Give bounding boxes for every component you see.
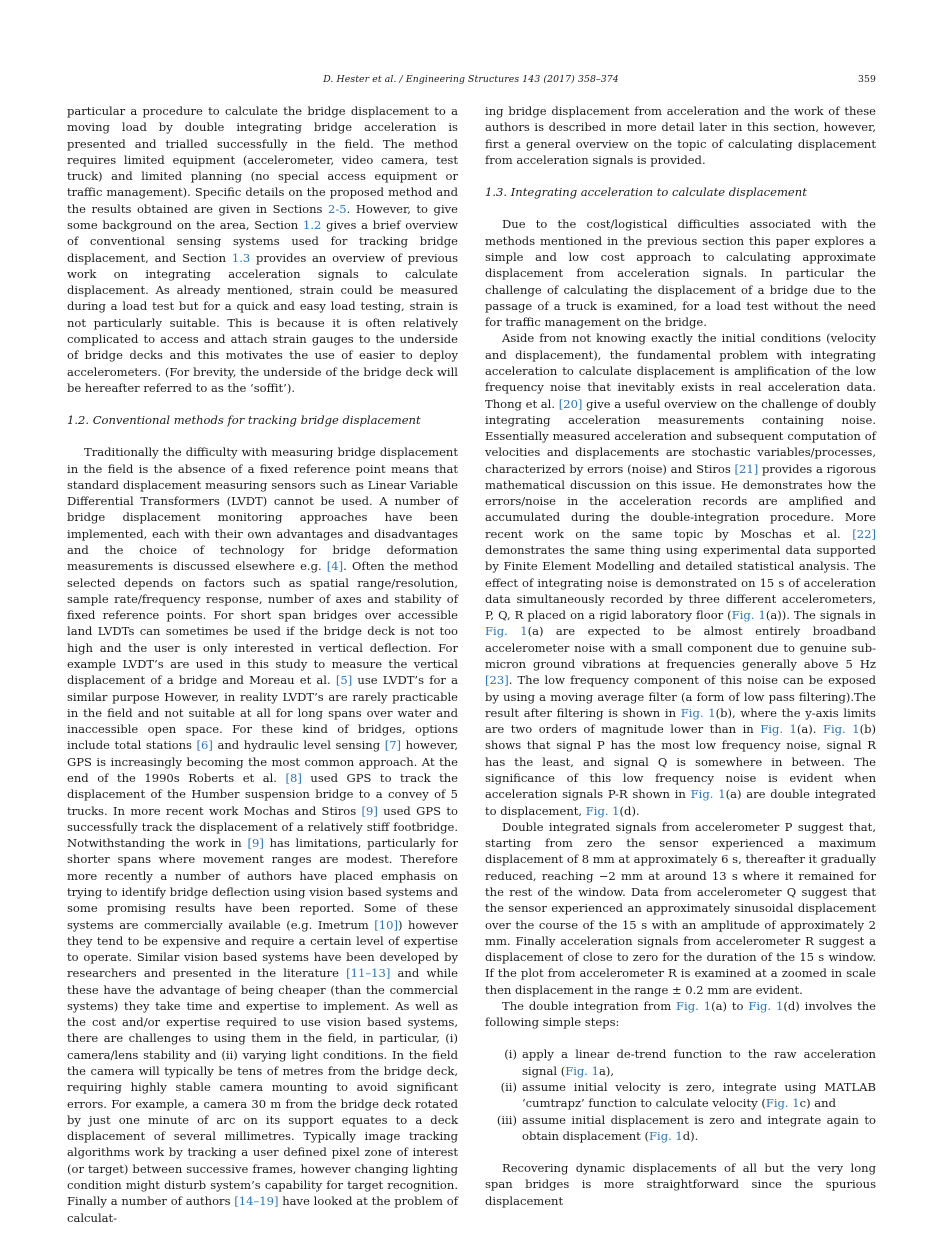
text-span: and while these have the advantage of being cheaper (than the commercial systems) they take time and expertise to implement. As well as the cost and/or expertise required to use vision based systems, there are challenges to using them in the field, in particular, (i) camera/lens stability and (ii) varying light conditions. In the field the camera will typically be tens of metres from the bridge deck, requiring highly stable camera mounting to avoid significant errors. For example, a camera 30 m from the bridge deck rotated by just one minute of arc on its support equates to a deck displacement of several millimetres. Typically image tracking algorithms work by tracking a user defined pixel zone of interest (or target) between successive frames, however changing lighting condition might disturb system’s capability for target recognition. Finally a number of authors [67,966,458,1209]
right-paragraph-5 [485,998,876,1031]
text-span: (a)). The signals in [765,608,876,623]
section-heading-1-3: 1.3. Integrating acceleration to calculate displacement [485,185,807,200]
text-span: Traditionally the difficulty with measuring bridge displacement in the field is the absence of a fixed reference point means that standard displacement measuring sensors such as Linear Variable Differential Transformers (LVDT) cannot be used. A number of bridge displacement monitoring approaches have been implemented, each with their own advantages and disadvantages and the choice of technology for bridge deformation measurements is discussed elsewhere e.g. [67,445,458,574]
figure-link[interactable]: Fig. 1 [676,998,712,1013]
text-span: gives a brief overview of conventional sensing systems used for tracking bridge displacement, and Section [67,217,459,265]
figure-link[interactable]: Fig. 1 [822,722,860,737]
text-span: . The low frequency component of this noise can be exposed by using a moving average filter (a form of low pass filtering).The result after filtering is shown in [485,673,876,720]
text-span: and hydraulic level sensing [212,738,385,753]
citation-link[interactable]: [4] [326,559,344,574]
figure-link[interactable]: Fig. 1 [731,608,766,623]
figure-link[interactable]: Fig. 1 [690,787,726,802]
text-span: ) however they tend to be expensive and require a certain level of expertise to operate. Similar vision based systems have been developed by researchers and presented in the literature [67,917,458,981]
citation-link[interactable]: [11–13] [346,966,391,981]
text-span: assume initial velocity is zero, integrate using MATLAB ‘cumtrapz’ function to calculate velocity ( [522,1080,876,1111]
citation-link[interactable]: [7] [384,738,402,753]
right-paragraph-1: ing bridge displacement from acceleration and the work of these authors is described in more detail later in this section, however, first a general overview on the topic of calculating displacement from acceleration signals is provided. [485,104,876,167]
citation-link[interactable]: [5] [335,673,353,688]
text-span: (b) shows that signal P has the most low frequency noise, signal R has the least, and signal Q is somewhere in between. The significance of this low frequency noise is evident when acceleration signals P-R shown in [485,722,876,802]
section-link[interactable]: 1.2 [302,217,322,232]
text-span: has limitations, particularly for shorter spans where movement ranges are modest. Therefore more recently a number of authors have placed emphasis on trying to identify bridge deflection using vision based systems and some promising results have been reported. Some of these systems are commercially available (e.g. Imetrum [67,836,458,932]
figure-link[interactable]: Fig. 1 [760,722,797,737]
text-span: (a) are double integrated to displacement, [485,787,876,818]
text-span: Aside from not knowing exactly the initial conditions (velocity and displacement), the fundamental problem with integrating acceleration to calculate displacement is amplification of the low frequency noise that inevitably exists in real acceleration data. Thong et al. [485,331,876,411]
right-paragraph-4: Double integrated signals from accelerometer P suggest that, starting from zero the sensor experienced a maximum displacement of 8 mm at approximately 6 s, thereafter it gradually reduced, reaching −2 mm at around 13 s where it remained for the rest of the window. Data from accelerometer Q suggest that the sensor experienced an approximately sinusoidal displacement over the course of the 15 s with an amplitude of approximately 2 mm. Finally acceleration signals from accelerometer R suggest a displacement of close to zero for the duration of the 15 s window. If the plot from accelerometer R is examined at a zoomed in scale then displacement in the range ± 0.2 mm are evident. [485,819,876,997]
figure-link[interactable]: Fig. 1 [565,1063,599,1078]
citation-link[interactable]: [6] [196,738,213,753]
text-span: apply a linear de-trend function to the raw acceleration signal ( [522,1047,876,1078]
running-header [66,74,876,88]
right-column [485,103,876,1209]
text-span: The double integration from [502,998,677,1013]
citation-link[interactable]: [8] [285,770,302,785]
text-span: . However, to give some background on the area, Section [67,201,458,232]
figure-link[interactable]: Fig. 1 [585,803,620,818]
left-column [67,103,458,1226]
text-span: provides an overview of previous work on integrating acceleration signals to calculate displacement. As already mentioned, strain could be measured during a load test but for a quick and easy load testing, strain is not particularly suitable. This is because it is often relatively complicated to access and attach strain gauges to the underside of bridge decks and this motivates the use of easier to deploy accelerometers. (For brevity, the underside of the bridge deck will be hereafter referred to as the ‘soffit’). [67,250,458,395]
text-span: (a). [796,722,823,737]
text-span: however, GPS is increasingly becoming the most common approach. At the end of the 1990s Roberts et al. [67,738,458,785]
figure-link[interactable]: Fig. 1 [748,998,784,1013]
section-link[interactable]: 2-5 [328,201,347,216]
figure-link[interactable]: Fig. 1 [485,624,528,639]
running-title: D. Hester et al. / Engineering Structures 143 (2017) 358–374 [323,74,619,85]
text-span: give a useful overview on the challenge of doubly integrating acceleration measurements containing noise. Essentially measured acceleration and subsequent computation of velocities and displacements are stochastic variables/processes, characterized by errors (noise) and Stiros [485,396,876,476]
text-span: used GPS to successfully track the displacement of a relatively stiff footbridge. Notwithstanding the work in [67,803,458,851]
citation-link[interactable]: [20] [558,396,583,411]
section-heading-1-2: 1.2. Conventional methods for tracking bridge displacement [67,413,421,428]
left-paragraph-1 [67,103,458,396]
text-span: (a) are expected to be almost entirely broadband accelerometer noise with a small component due to genuine sub-micron ground vibrations at frequencies generally above 5 Hz [485,624,876,671]
figure-link[interactable]: Fig. 1 [648,1128,683,1143]
page-number: 359 [857,74,876,85]
text-span: d). [682,1128,699,1143]
list-item [485,1112,876,1145]
figure-link[interactable]: Fig. 1 [765,1096,800,1111]
citation-link[interactable]: [9] [247,836,264,851]
text-span: used GPS to track the displacement of the Humber suspension bridge to a convey of 5 trucks. In more recent work Mochas and Stiros [67,770,459,818]
text-span: (b), where the y-axis limits are two orders of magnitude lower than in [485,705,876,737]
right-paragraph-2: Due to the cost/logistical difficulties associated with the methods mentioned in the previous section this paper explores a simple and low cost approach to calculating approximate displacement from acceleration signals. In particular the challenge of calculating the displacement of a bridge due to the passage of a truck is examined, for a load test without the need for traffic management on the bridge. [485,217,876,330]
text-span: . Often the method selected depends on factors such as spatial range/resolution, sample rate/frequency response, number of axes and stability of fixed reference points. For short span bridges over accessible land LVDTs can sometimes be used if the bridge deck is not too high and the user is only interested in vertical deflection. For example LVDT’s are used in this study to measure the vertical displacement of a bridge and Moreau et al. [67,559,458,688]
text-span: (d). [619,803,640,818]
left-paragraph-2 [67,444,458,1226]
citation-link[interactable]: [21] [734,461,759,476]
right-paragraph-3 [485,330,876,818]
text-span: demonstrates the same thing using experimental data supported by Finite Element Modelling and detailed statistical analysis. The effect of integrating noise is demonstrated on 15 s of acceleration data simultaneously recorded by three different accelerometers, P, Q, R placed on a rigid laboratory floor ( [485,543,876,623]
text-span: c) and [799,1096,836,1111]
section-link[interactable]: 1.3 [231,250,251,265]
list-item [485,1046,876,1079]
procedure-steps-list [485,1046,876,1144]
citation-link[interactable]: [14–19] [234,1194,279,1209]
right-paragraph-6: Recovering dynamic displacements of all but the very long span bridges is more straightforward since the spurious displacement [485,1161,876,1208]
text-span: use LVDT’s for a similar purpose However, in reality LVDT’s are rarely practicable in the field and not suitable at all for long spans over water and inaccessible open space. For these kind of bridges, options include total stations [67,673,459,753]
figure-link[interactable]: Fig. 1 [680,705,716,720]
citation-link[interactable]: [23] [485,673,509,688]
citation-link[interactable]: [9] [361,803,378,818]
text-span: provides a rigorous mathematical discussion on this issue. He demonstrates how the errors/noise in the acceleration records are amplified and accumulated during the double-integration procedure. More recent work on the same topic by Moschas et al. [485,461,876,541]
list-item [485,1079,876,1112]
text-span: have looked at the problem of calculat- [67,1194,458,1225]
text-span: particular a procedure to calculate the bridge displacement to a moving load by double integrating bridge acceleration is presented and trialled successfully in the field. The method requires limited equipment (accelerometer, video camera, test truck) and limited planning (no special access equipment or traffic management). Specific details on the proposed method and the results obtained are given in Sections [67,104,458,216]
citation-link[interactable]: [10] [374,917,398,932]
citation-link[interactable]: [22] [852,526,876,541]
step-number: (iii) [496,1112,517,1127]
text-span: (a) to [711,998,749,1013]
step-number: (ii) [500,1080,517,1095]
step-number: (i) [504,1047,517,1062]
text-span: (d) involves the following simple steps: [485,998,877,1030]
text-span: assume initial displacement is zero and integrate again to obtain displacement ( [522,1112,876,1143]
text-span: a), [599,1063,615,1078]
